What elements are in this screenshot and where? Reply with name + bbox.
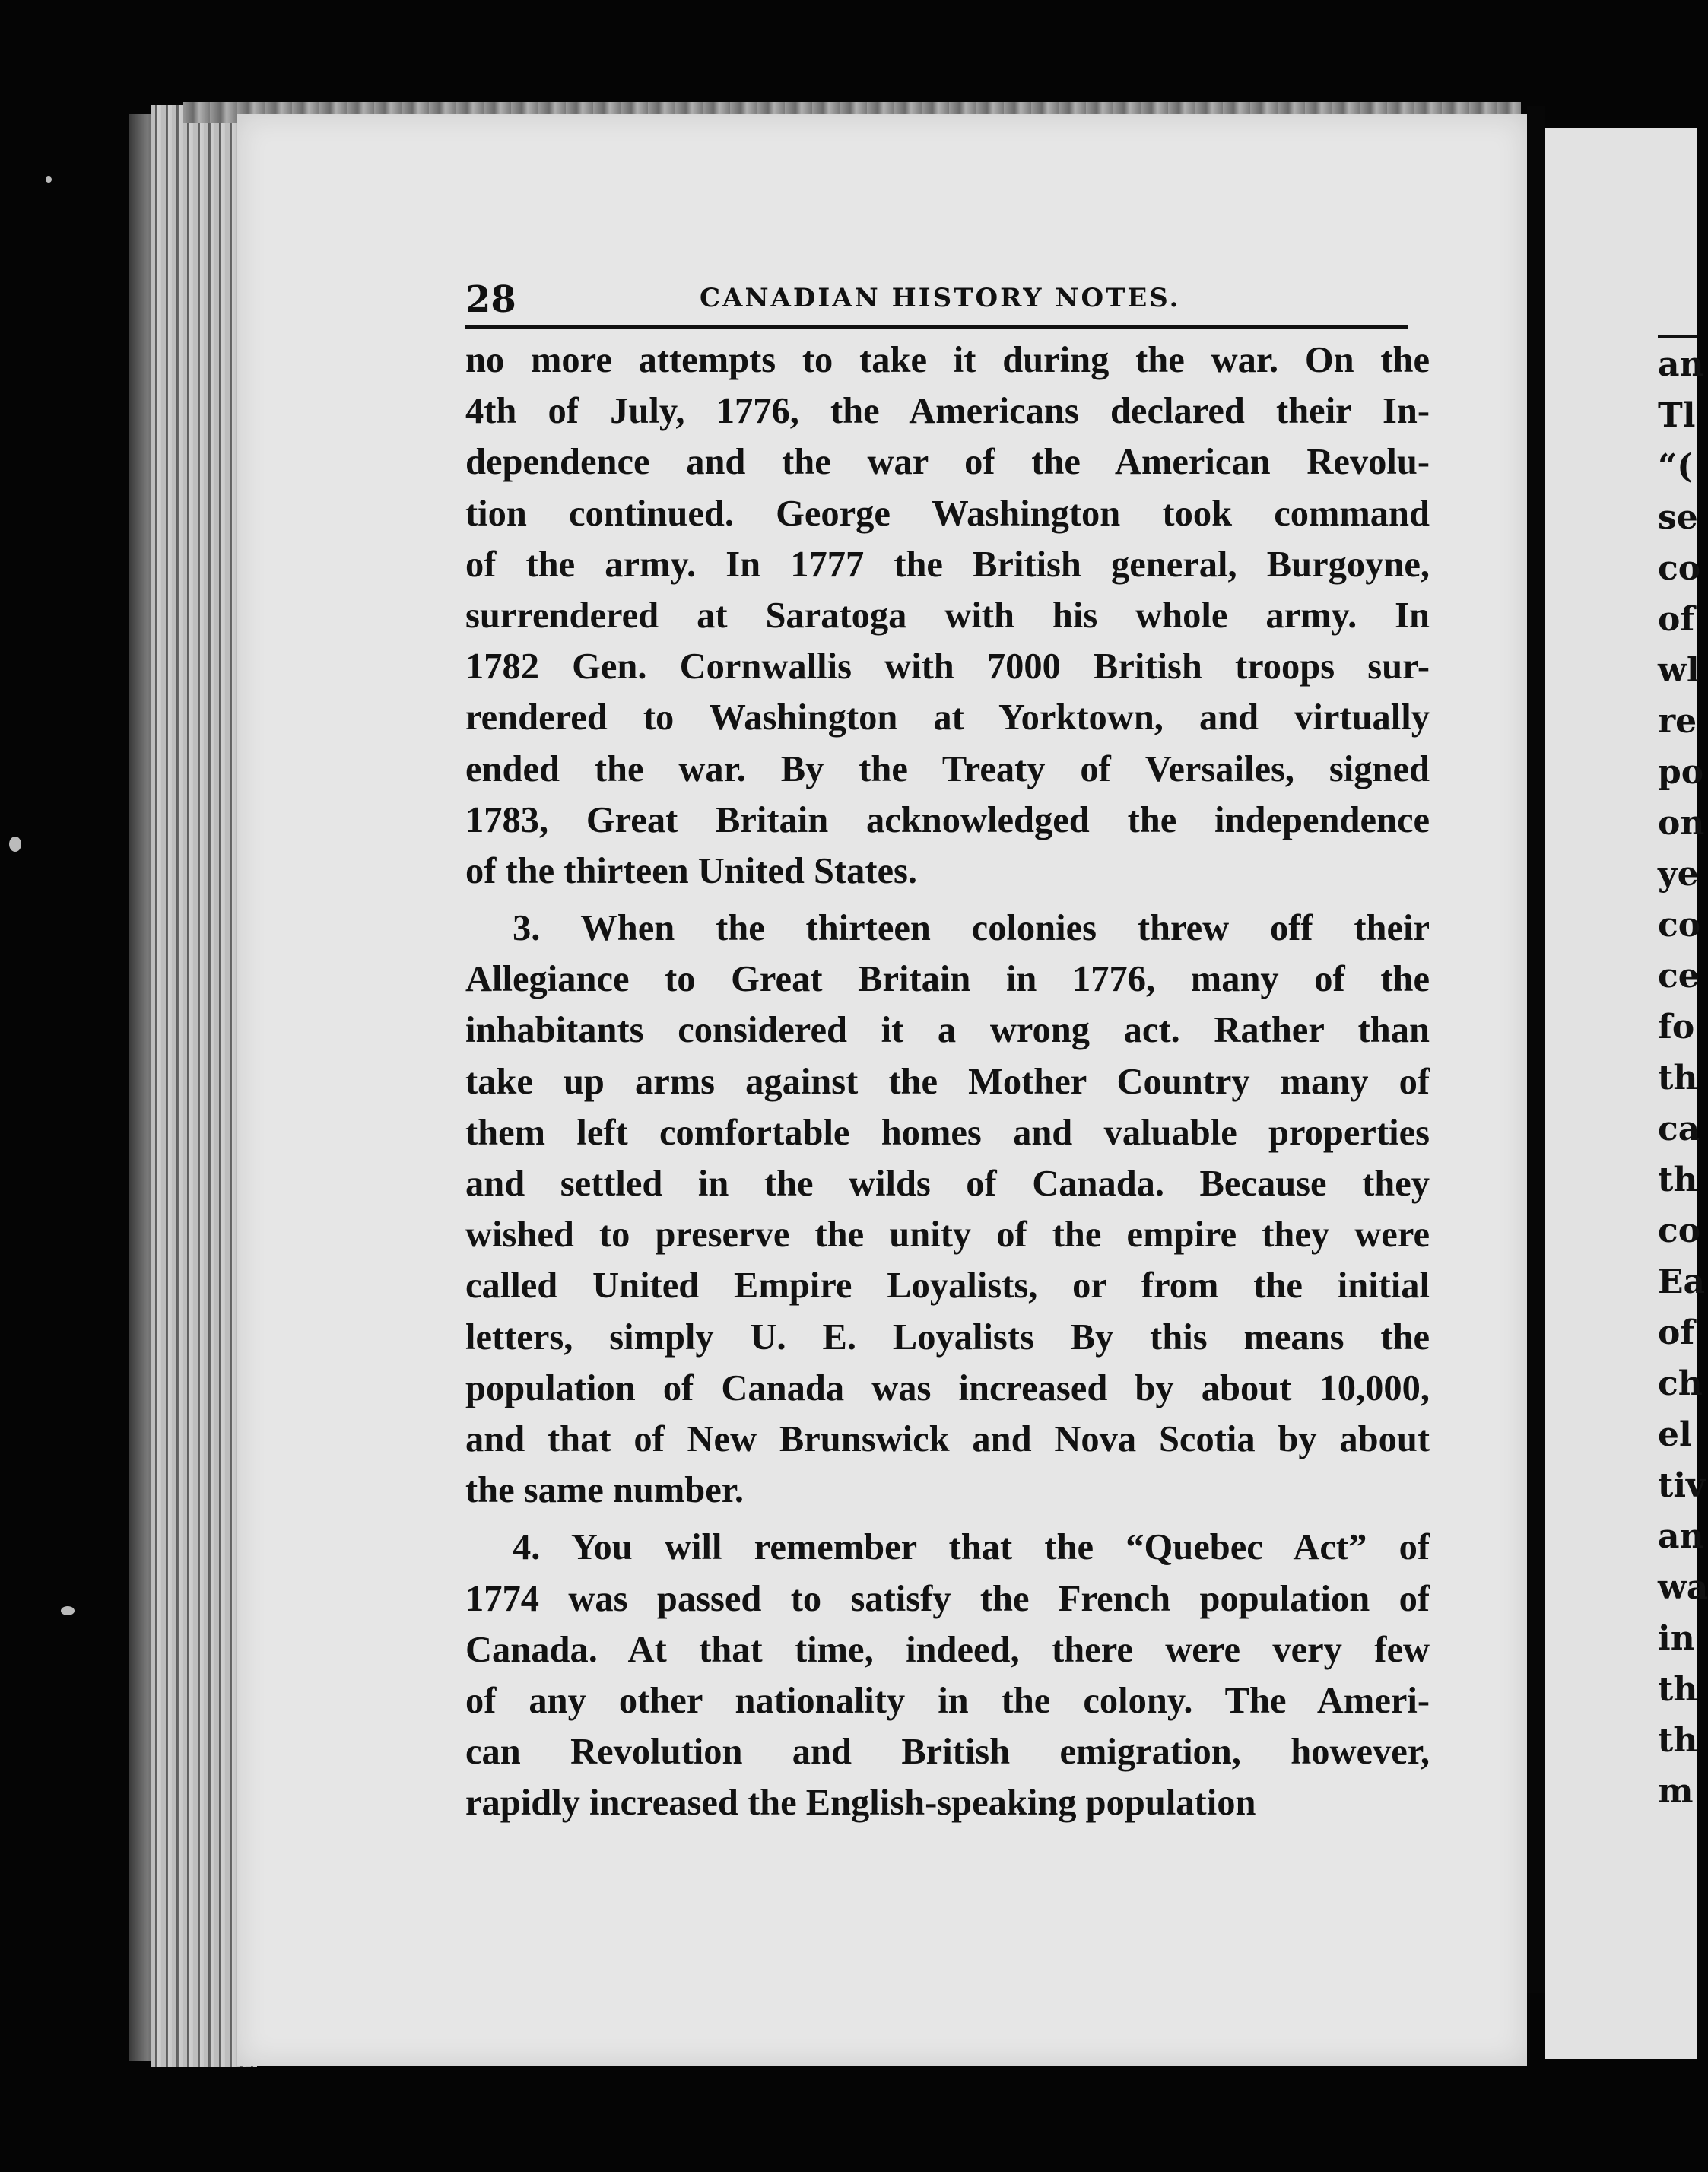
text-line: Allegiance to Great Britain in 1776, many of the bbox=[465, 959, 1430, 1000]
facing-text-fragment: in bbox=[1658, 1619, 1695, 1658]
page-number: 28 bbox=[465, 278, 516, 321]
text-line: of the thirteen United States. bbox=[465, 850, 918, 891]
facing-text-fragment: po bbox=[1658, 753, 1704, 792]
text-line: them left comfortable homes and valuable properties bbox=[465, 1112, 1430, 1153]
facing-text-fragment: ye bbox=[1658, 855, 1699, 894]
paragraph bbox=[465, 1522, 1430, 1828]
header-rule bbox=[465, 325, 1408, 329]
text-line: and that of New Brunswick and Nova Scotia by about bbox=[465, 1418, 1430, 1459]
text-line: no more attempts to take it during the war. On the bbox=[465, 340, 1430, 380]
facing-text-fragment: on bbox=[1658, 804, 1705, 843]
facing-text-fragment: th bbox=[1658, 1670, 1698, 1709]
text-line: 3. When the thirteen colonies threw off their bbox=[513, 908, 1430, 949]
text-line: 4. You will remember that the “Quebec Act” of bbox=[513, 1527, 1430, 1568]
text-line: take up arms against the Mother Country many of bbox=[465, 1061, 1430, 1102]
facing-text-fragment: th bbox=[1658, 1059, 1698, 1097]
text-line: rapidly increased the English-speaking population bbox=[465, 1783, 1256, 1824]
paragraph-gap bbox=[465, 1516, 1430, 1522]
facing-text-fragment: of bbox=[1658, 600, 1695, 639]
facing-text-fragment: m bbox=[1658, 1772, 1694, 1811]
facing-text-fragment: co bbox=[1658, 1211, 1701, 1250]
text-line: dependence and the war of the American Revolu- bbox=[465, 442, 1430, 483]
dust-speck bbox=[46, 176, 52, 183]
facing-text-fragment: “( bbox=[1658, 447, 1694, 486]
text-line: Canada. At that time, indeed, there were very few bbox=[465, 1629, 1430, 1670]
facing-text-fragment: Tl bbox=[1658, 396, 1696, 435]
facing-text-fragment: co bbox=[1658, 549, 1701, 588]
facing-text-fragment: an bbox=[1658, 1517, 1704, 1556]
text-line: can Revolution and British emigration, however, bbox=[465, 1732, 1430, 1773]
book-gutter bbox=[1527, 106, 1545, 1993]
paragraph-gap bbox=[465, 897, 1430, 903]
facing-text-fragment: ch bbox=[1658, 1364, 1703, 1403]
text-line: 1774 was passed to satisfy the French population of bbox=[465, 1578, 1430, 1619]
facing-text-fragment: Ea bbox=[1658, 1262, 1706, 1301]
facing-text-fragment: th bbox=[1658, 1161, 1698, 1199]
facing-text-fragment: re bbox=[1658, 702, 1697, 741]
facing-text-fragment: tiv bbox=[1658, 1466, 1706, 1505]
facing-text-fragment: wl bbox=[1658, 651, 1700, 690]
facing-text-fragment: se bbox=[1658, 498, 1698, 537]
text-line: of any other nationality in the colony. The Ameri- bbox=[465, 1680, 1430, 1721]
running-title: CANADIAN HISTORY NOTES. bbox=[700, 283, 1181, 313]
text-line: tion continued. George Washington took command bbox=[465, 493, 1430, 534]
text-line: of the army. In 1777 the British general, Burgoyne, bbox=[465, 544, 1430, 585]
facing-text-fragment: an bbox=[1658, 345, 1704, 384]
facing-text-fragment: wa bbox=[1658, 1568, 1708, 1607]
dust-speck bbox=[9, 837, 21, 852]
facing-text-fragment: fo bbox=[1658, 1008, 1695, 1046]
text-line: and settled in the wilds of Canada. Because they bbox=[465, 1164, 1430, 1204]
text-line: wished to preserve the unity of the empire they were bbox=[465, 1215, 1430, 1256]
text-line: called United Empire Loyalists, or from the initial bbox=[465, 1265, 1430, 1307]
text-line: ended the war. By the Treaty of Versailes, signed bbox=[465, 748, 1430, 789]
body-text bbox=[465, 335, 1430, 1828]
text-line: the same number. bbox=[465, 1470, 744, 1511]
text-line: rendered to Washington at Yorktown, and virtually bbox=[465, 697, 1430, 738]
facing-text-fragment: co bbox=[1658, 906, 1701, 945]
facing-text-fragment: th bbox=[1658, 1721, 1698, 1760]
text-line: 1782 Gen. Cornwallis with 7000 British troops sur- bbox=[465, 646, 1430, 687]
text-line: letters, simply U. E. Loyalists By this means the bbox=[465, 1316, 1430, 1358]
text-line: inhabitants considered it a wrong act. Rather than bbox=[465, 1010, 1430, 1051]
paragraph bbox=[465, 903, 1430, 1516]
facing-text-fragment: ce bbox=[1658, 957, 1700, 996]
text-line: population of Canada was increased by about 10,000, bbox=[465, 1367, 1430, 1408]
text-line: 4th of July, 1776, the Americans declared their In- bbox=[465, 391, 1430, 432]
facing-text-fragment: of bbox=[1658, 1313, 1695, 1352]
dust-speck bbox=[61, 1606, 75, 1615]
facing-text-fragment: ca bbox=[1658, 1110, 1700, 1148]
text-line: 1783, Great Britain acknowledged the independence bbox=[465, 799, 1430, 840]
facing-text-fragment: el bbox=[1658, 1415, 1692, 1454]
paragraph bbox=[465, 335, 1430, 897]
facing-page-rule bbox=[1658, 335, 1697, 338]
text-line: surrendered at Saratoga with his whole army. In bbox=[465, 595, 1430, 636]
